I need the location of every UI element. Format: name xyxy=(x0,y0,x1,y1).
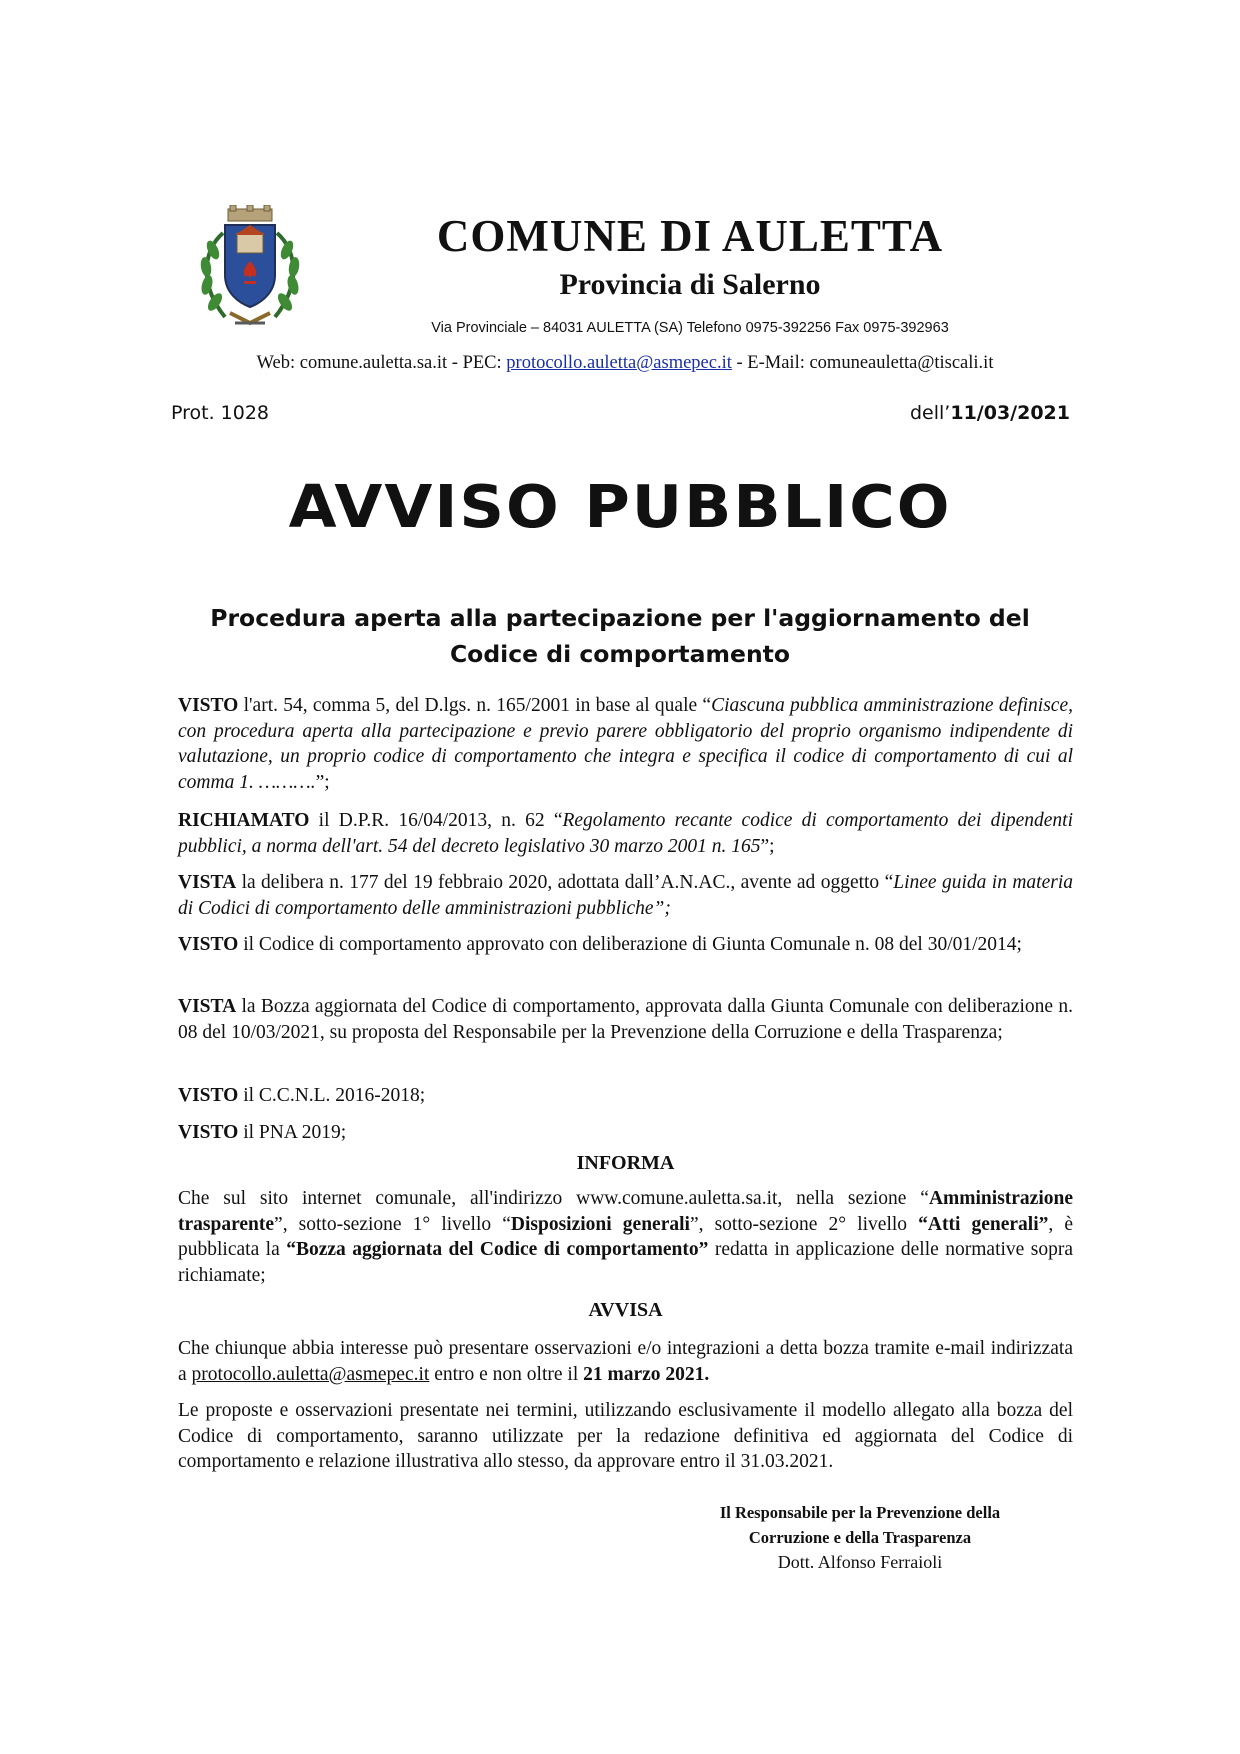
text-end: ”; xyxy=(315,771,330,793)
deadline: 21 marzo 2021. xyxy=(583,1363,710,1385)
bold-subsection-1: Disposizioni generali xyxy=(510,1213,690,1235)
label: VISTA xyxy=(178,872,237,893)
pec-link[interactable]: protocollo.auletta@asmepec.it xyxy=(506,353,732,373)
address-line: Via Provinciale – 84031 AULETTA (SA) Telefono 0975-392256 Fax 0975-392963 xyxy=(431,320,949,336)
province-subtitle: Provincia di Salerno xyxy=(559,268,821,301)
date-prefix: dell’ xyxy=(910,402,951,424)
label: VISTO xyxy=(178,1122,239,1143)
text: , è pubblicata la xyxy=(178,1213,1074,1260)
paragraph-richiamato xyxy=(178,808,1073,859)
pec-email-link[interactable]: protocollo.auletta@asmepec.it xyxy=(191,1363,430,1385)
text: il PNA 2019; xyxy=(238,1122,347,1143)
paragraph-visto-ccnl xyxy=(178,1083,1073,1109)
informa-paragraph xyxy=(178,1186,1073,1288)
protocol-date xyxy=(870,402,1070,424)
bold-document: “Bozza aggiornata del Codice di comportamento” xyxy=(286,1239,709,1260)
signature-role-line2: Corruzione e della Trasparenza xyxy=(748,1528,972,1547)
avvisa-paragraph xyxy=(178,1336,1073,1387)
informa-heading: INFORMA xyxy=(576,1152,675,1174)
text: il D.P.R. 16/04/2013, n. 62 “ xyxy=(309,810,563,831)
paragraph-visto-art54 xyxy=(178,693,1073,795)
quote: Regolamento recante codice di comportamento dei dipendenti pubblici, a norma dell'art. 54 del decreto legislativo 30 marzo 2001 n. 165 xyxy=(178,810,1073,857)
text: ”, sotto-sezione 1° livello “ xyxy=(274,1213,511,1235)
text: Che chiunque abbia interesse può presentare osservazioni e/o integrazioni a detta bozza tramite e-mail indirizzata a xyxy=(178,1338,1073,1385)
proposals-paragraph: Le proposte e osservazioni presentate nei termini, utilizzando esclusivamente il modello allegato alla bozza del Codice di comportamento, saranno utilizzate per la redazione definitiva ed aggiornata del Codice di comportamento e relazione illustrativa allo stesso, da approvare entro il 31.03.2021. xyxy=(178,1400,1073,1472)
text: il Codice di comportamento approvato con deliberazione di Giunta Comunale n. 08 del 30/01/2014; xyxy=(238,934,1022,955)
municipality-title: COMUNE DI AULETTA xyxy=(436,211,944,261)
paragraph-visto-codice xyxy=(178,932,1073,958)
procedure-title xyxy=(150,600,1090,672)
text: entro e non oltre il xyxy=(429,1363,584,1385)
label: VISTO xyxy=(178,1085,239,1106)
avvisa-heading: AVVISA xyxy=(588,1299,663,1321)
bold-section: Amministrazione trasparente xyxy=(178,1188,1073,1235)
quote: Linee guida in materia di Codici di comportamento delle amministrazioni pubbliche”; xyxy=(178,872,1074,919)
bold-subsection-2: “Atti generali” xyxy=(918,1213,1049,1235)
web-pec-prefix: Web: comune.auletta.sa.it - PEC: xyxy=(256,353,502,373)
protocol-number: Prot. 1028 xyxy=(171,402,270,424)
quote: Ciascuna pubblica amministrazione definisce, con procedura aperta alla partecipazione e previo parere obbligatorio del proprio organismo indipendente di valutazione, un proprio codice di comportamento che integra e specifica il codice di comportamento di cui al comma 1. ………. xyxy=(178,695,1073,793)
text: redatta in applicazione delle normative sopra richiamate; xyxy=(178,1239,1073,1286)
date-value: 11/03/2021 xyxy=(950,402,1070,424)
text: Che sul sito internet comunale, all'indirizzo www.comune.auletta.sa.it, nella sezione “ xyxy=(178,1188,929,1209)
text: l'art. 54, comma 5, del D.lgs. n. 165/2001 in base al quale “ xyxy=(238,695,712,716)
procedure-title-line1: Procedura aperta alla partecipazione per l'aggiornamento del xyxy=(210,604,1030,632)
text: la Bozza aggiornata del Codice di comportamento, approvata dalla Giunta Comunale con deliberazione n. 08 del 10/03/2021, su proposta del Responsabile per la Prevenzione della Corruzione e della Trasparenza; xyxy=(178,996,1073,1043)
email-text: - E-Mail: comuneauletta@tiscali.it xyxy=(736,353,994,373)
text: ”, sotto-sezione 2° livello xyxy=(689,1213,919,1235)
signature-role-line1: Il Responsabile per la Prevenzione della xyxy=(719,1503,1001,1522)
paragraph-vista-bozza xyxy=(178,994,1073,1045)
label: VISTO xyxy=(178,934,239,955)
text: il C.C.N.L. 2016-2018; xyxy=(238,1085,426,1106)
signature-name: Dott. Alfonso Ferraioli xyxy=(777,1552,943,1572)
coat-of-arms-logo xyxy=(195,205,305,335)
text-end: ”; xyxy=(760,835,775,857)
label: VISTA xyxy=(178,996,237,1017)
label: RICHIAMATO xyxy=(178,810,310,831)
contacts-line xyxy=(150,353,1100,374)
text: la delibera n. 177 del 19 febbraio 2020, adottata dall’A.N.AC., avente ad oggetto “ xyxy=(236,872,894,893)
signature-block xyxy=(650,1500,1070,1575)
paragraph-visto-pna xyxy=(178,1120,1073,1146)
notice-title: AVVISO PUBBLICO xyxy=(288,471,952,542)
label: VISTO xyxy=(178,695,239,716)
paragraph-vista-delibera xyxy=(178,870,1073,921)
procedure-title-line2: Codice di comportamento xyxy=(449,640,791,668)
